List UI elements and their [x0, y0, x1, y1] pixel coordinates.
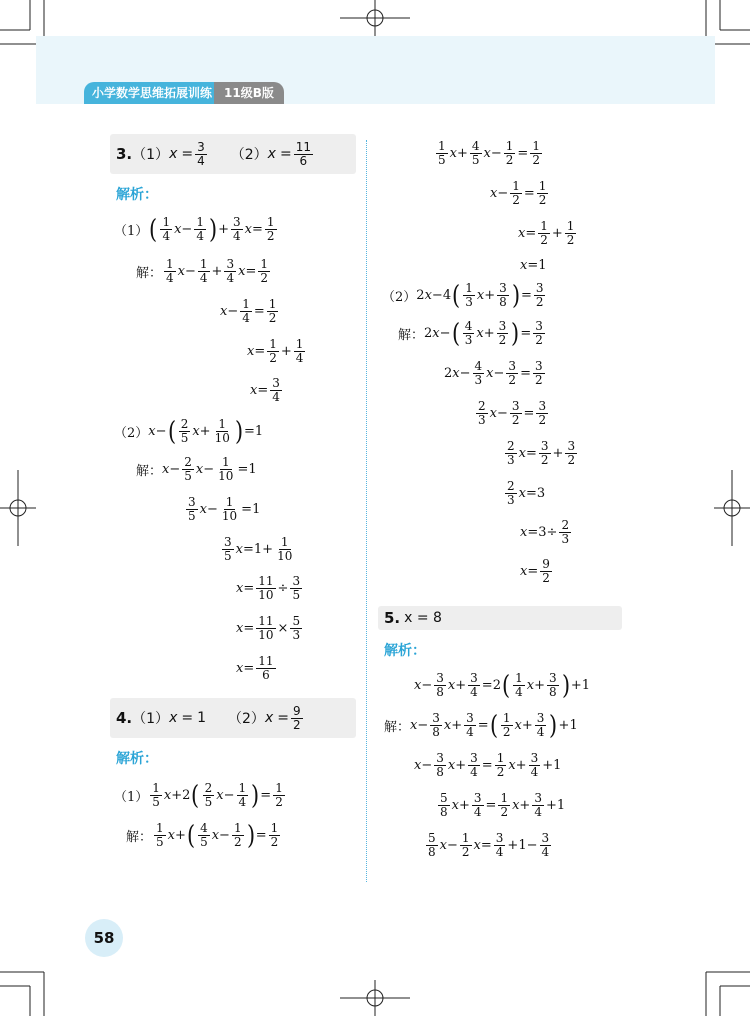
equation: x = $\frac{1}{2}$ + $\frac{1}{4}$ [247, 337, 304, 365]
jiexi-label: 解析： [116, 751, 158, 767]
equation: x − $\frac{1}{4}$ = $\frac{1}{2}$ [220, 297, 277, 325]
equation: 解： 1 5 x + ( 4 5 x − $\frac{1}{2}$ ) = $\frac{1}{2}$ [126, 820, 279, 851]
equation: 解： 1 4 x − $\frac{1}{4}$ + $\frac{3}{4}$ x = $\frac{1}{2}$ [136, 257, 268, 285]
page-number: 58 [85, 919, 123, 957]
equation: 2 3 x = 3 [507, 479, 546, 507]
q5-answer: x = 8 [404, 610, 442, 626]
q5-answer-bar [378, 606, 622, 630]
equation: 3 5 x = 1 + $\frac{1}{10}$ [224, 535, 293, 563]
sym: = [181, 146, 194, 162]
grade-tag: 11级B版 [214, 82, 284, 104]
equation: （1） 1 5 x + 2 ( 2 5 x − $\frac{1}{4}$ ) = $\frac{1}{2}$ [114, 780, 283, 811]
equation: （2） x − ( 2 5 x + $\frac{1}{10}$ ) = 1 [114, 416, 264, 447]
fraction: $\frac{3}{4}$ [197, 139, 205, 168]
q5-number: 5. [384, 609, 401, 627]
jiexi-label: 解析： [116, 187, 158, 203]
column-divider [366, 140, 367, 882]
fraction: $\frac{9}{2}$ [292, 703, 301, 732]
equation: 2 3 x = $\frac{3}{2}$ + $\frac{3}{2}$ [507, 439, 576, 467]
q3-answer-bar [110, 134, 356, 174]
book-title: 小学数学思维拓展训练 [84, 82, 220, 104]
equation: x = 1 [520, 258, 547, 273]
equation: x = $\frac{1}{2}$ + $\frac{1}{2}$ [518, 219, 575, 247]
q4-part1: （1） [132, 711, 170, 727]
equation: x = $\frac{3}{4}$ [250, 376, 280, 404]
var: x [267, 146, 276, 162]
equation: x = $\frac{11}{10}$ × $\frac{5}{3}$ [236, 614, 301, 642]
equation: x = $\frac{9}{2}$ [520, 557, 550, 585]
fraction: $\frac{11}{6}$ [295, 139, 311, 168]
equation: 5 8 x + $\frac{3}{4}$ = $\frac{1}{2}$ x + $\frac{3}{4}$ + 1 [440, 791, 566, 819]
equation: x − $\frac{1}{2}$ = $\frac{1}{2}$ [490, 179, 547, 207]
equation: x − $\frac{3}{8}$ x + $\frac{3}{4}$ = $\frac{1}{2}$ x + $\frac{3}{4}$ + 1 [414, 751, 562, 779]
q4-part2: （2） [228, 711, 265, 727]
equation: 解： 2 x − ( 4 3 x + $\frac{3}{2}$ ) = $\frac{3}{2}$ [398, 318, 543, 349]
var: x [169, 146, 178, 162]
equation: 解： x − $\frac{2}{5}$ x − $\frac{1}{10}$ = 1 [136, 455, 257, 483]
q3-part1: （1） [132, 147, 170, 163]
equation: 1 5 x + $\frac{4}{5}$ x − $\frac{1}{2}$ = $\frac{1}{2}$ [438, 139, 540, 167]
equation: x = 3 ÷ $\frac{2}{3}$ [520, 518, 570, 546]
equation: 解： x − $\frac{3}{8}$ x + $\frac{3}{4}$ = ( 1 2 x + $\frac{3}{4}$ ) + 1 [384, 710, 578, 741]
equation: x − $\frac{3}{8}$ x + $\frac{3}{4}$ = 2 ( 1 4 x + $\frac{3}{8}$ ) + 1 [414, 670, 590, 701]
jiexi-label: 解析： [384, 643, 426, 659]
equation: 3 5 x − $\frac{1}{10}$ = 1 [188, 495, 261, 523]
equation: x = $\frac{11}{6}$ [236, 654, 274, 682]
equation: 2 3 x − $\frac{3}{2}$ = $\frac{3}{2}$ [478, 399, 547, 427]
equation: 5 8 x − $\frac{1}{2}$ x = $\frac{3}{4}$ + 1 − $\frac{3}{4}$ [428, 831, 550, 859]
equation: （1） ( 1 4 x − $\frac{1}{4}$ ) + $\frac{3}{4}$ x = $\frac{1}{2}$ [114, 214, 275, 245]
equation: x = $\frac{11}{10}$ ÷ $\frac{3}{5}$ [236, 574, 301, 602]
q3-number: 3. [116, 145, 133, 163]
q4-answer-bar: 4. （1） x = 1 （2） x = $\frac{9}{2}$ [110, 698, 356, 738]
q3-part2: （2） [230, 147, 268, 163]
sym: = [279, 146, 292, 162]
q4-number: 4. [116, 709, 133, 727]
equation: （2） 2 x − 4 ( 1 3 x + $\frac{3}{8}$ ) = $\frac{3}{2}$ [382, 280, 544, 311]
equation: 2 x − $\frac{4}{3}$ x − $\frac{3}{2}$ = $\frac{3}{2}$ [444, 359, 543, 387]
